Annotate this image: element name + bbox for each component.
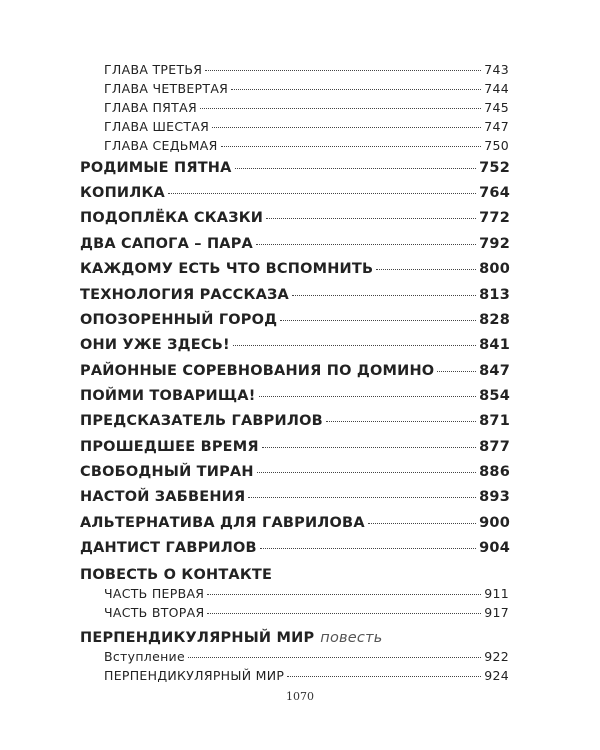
- entry-page: 841: [479, 337, 510, 353]
- entry-title: КОПИЛКА: [80, 185, 165, 201]
- toc-entry[interactable]: [80, 210, 510, 226]
- entry-title: ЧАСТЬ ВТОРАЯ: [104, 605, 205, 620]
- table-of-contents: [80, 0, 510, 750]
- toc-entry[interactable]: [80, 388, 510, 404]
- entry-title: ПОДОПЛЁКА СКАЗКИ: [80, 210, 264, 226]
- entry-title: СВОБОДНЫЙ ТИРАН: [80, 464, 254, 480]
- dot-leader: [376, 269, 476, 270]
- entry-page: 922: [484, 649, 509, 664]
- dot-leader: [287, 676, 481, 677]
- entry-title: ГЛАВА ЧЕТВЕРТАЯ: [104, 81, 229, 96]
- toc-entry[interactable]: [80, 312, 510, 328]
- toc-entry[interactable]: [80, 489, 510, 505]
- toc-entry[interactable]: [104, 586, 509, 601]
- entry-title: ЧАСТЬ ПЕРВАЯ: [104, 586, 205, 601]
- entry-page: 904: [479, 540, 510, 556]
- entry-title: ГЛАВА ПЯТАЯ: [104, 100, 197, 115]
- entry-page: 813: [479, 287, 510, 303]
- toc-entry[interactable]: [80, 337, 510, 353]
- toc-entry[interactable]: [104, 668, 509, 683]
- toc-entry[interactable]: [104, 119, 509, 134]
- entry-page: 847: [479, 363, 510, 379]
- toc-entry[interactable]: [104, 81, 509, 96]
- entry-title: Вступление: [104, 649, 185, 664]
- dot-leader: [168, 193, 476, 194]
- entry-page: 764: [479, 185, 510, 201]
- toc-entry[interactable]: [80, 363, 510, 379]
- dot-leader: [188, 657, 481, 658]
- toc-entry[interactable]: [80, 515, 510, 531]
- entry-page: 893: [479, 489, 510, 505]
- toc-entry[interactable]: [104, 605, 509, 620]
- entry-page: 792: [479, 236, 510, 252]
- dot-leader: [221, 146, 482, 147]
- entry-title: АЛЬТЕРНАТИВА ДЛЯ ГАВРИЛОВА: [80, 515, 365, 531]
- dot-leader: [368, 523, 476, 524]
- entry-title: КАЖДОМУ ЕСТЬ ЧТО ВСПОМНИТЬ: [80, 261, 374, 277]
- entry-page: 854: [479, 388, 510, 404]
- entry-page: 917: [484, 605, 509, 620]
- toc-entry[interactable]: [80, 464, 510, 480]
- entry-title: РОДИМЫЕ ПЯТНА: [80, 160, 232, 176]
- entry-page: 750: [484, 138, 509, 153]
- dot-leader: [280, 320, 476, 321]
- section-note: повесть: [320, 630, 383, 646]
- dot-leader: [256, 244, 476, 245]
- toc-entry[interactable]: [80, 185, 510, 201]
- dot-leader: [262, 447, 476, 448]
- toc-entry[interactable]: [104, 649, 509, 664]
- dot-leader: [205, 70, 481, 71]
- dot-leader: [207, 613, 481, 614]
- toc-entry[interactable]: [80, 261, 510, 277]
- entry-title: ГЛАВА ШЕСТАЯ: [104, 119, 210, 134]
- entry-page: 911: [484, 586, 509, 601]
- entry-page: 900: [479, 515, 510, 531]
- entry-page: 743: [484, 62, 509, 77]
- entry-title: ДВА САПОГА – ПАРА: [80, 236, 253, 252]
- section-title: ПЕРПЕНДИКУЛЯРНЫЙ МИР: [80, 630, 315, 646]
- entry-title: ТЕХНОЛОГИЯ РАССКАЗА: [80, 287, 289, 303]
- entry-title: РАЙОННЫЕ СОРЕВНОВАНИЯ ПО ДОМИНО: [80, 363, 435, 379]
- dot-leader: [326, 421, 476, 422]
- entry-page: 924: [484, 668, 509, 683]
- entry-page: 745: [484, 100, 509, 115]
- toc-entry[interactable]: [104, 138, 509, 153]
- toc-entry[interactable]: [80, 160, 510, 176]
- toc-entry[interactable]: [80, 413, 510, 429]
- toc-entry[interactable]: [104, 100, 509, 115]
- toc-entry[interactable]: [80, 236, 510, 252]
- entry-title: ПРЕДСКАЗАТЕЛЬ ГАВРИЛОВ: [80, 413, 323, 429]
- entry-page: 747: [484, 119, 509, 134]
- entry-page: 752: [479, 160, 510, 176]
- entry-title: ПОЙМИ ТОВАРИЩА!: [80, 388, 256, 404]
- entry-title: ПРОШЕДШЕЕ ВРЕМЯ: [80, 439, 259, 455]
- dot-leader: [259, 396, 477, 397]
- entry-page: 772: [479, 210, 510, 226]
- dot-leader: [207, 594, 481, 595]
- dot-leader: [266, 218, 476, 219]
- dot-leader: [235, 168, 477, 169]
- entry-page: 744: [484, 81, 509, 96]
- entry-title: ГЛАВА СЕДЬМАЯ: [104, 138, 218, 153]
- toc-entry[interactable]: [80, 540, 510, 556]
- section-heading[interactable]: [80, 567, 272, 583]
- entry-title: ДАНТИСТ ГАВРИЛОВ: [80, 540, 257, 556]
- dot-leader: [200, 108, 481, 109]
- entry-page: 877: [479, 439, 510, 455]
- entry-title: ОНИ УЖЕ ЗДЕСЬ!: [80, 337, 230, 353]
- section-heading[interactable]: [80, 630, 382, 646]
- dot-leader: [233, 345, 476, 346]
- dot-leader: [257, 472, 476, 473]
- entry-page: 886: [479, 464, 510, 480]
- entry-page: 871: [479, 413, 510, 429]
- toc-entry[interactable]: [104, 62, 509, 77]
- entry-page: 828: [479, 312, 510, 328]
- dot-leader: [292, 295, 476, 296]
- entry-title: ОПОЗОРЕННЫЙ ГОРОД: [80, 312, 278, 328]
- entry-page: 800: [479, 261, 510, 277]
- dot-leader: [231, 89, 481, 90]
- entry-title: ГЛАВА ТРЕТЬЯ: [104, 62, 203, 77]
- dot-leader: [248, 497, 476, 498]
- dot-leader: [437, 371, 476, 372]
- section-title: ПОВЕСТЬ О КОНТАКТЕ: [80, 567, 273, 583]
- page-number: 1070: [286, 690, 314, 703]
- dot-leader: [260, 548, 476, 549]
- entry-title: НАСТОЙ ЗАБВЕНИЯ: [80, 489, 246, 505]
- entry-title: ПЕРПЕНДИКУЛЯРНЫЙ МИР: [104, 668, 285, 683]
- toc-entry[interactable]: [80, 287, 510, 303]
- dot-leader: [212, 127, 481, 128]
- toc-entry[interactable]: [80, 439, 510, 455]
